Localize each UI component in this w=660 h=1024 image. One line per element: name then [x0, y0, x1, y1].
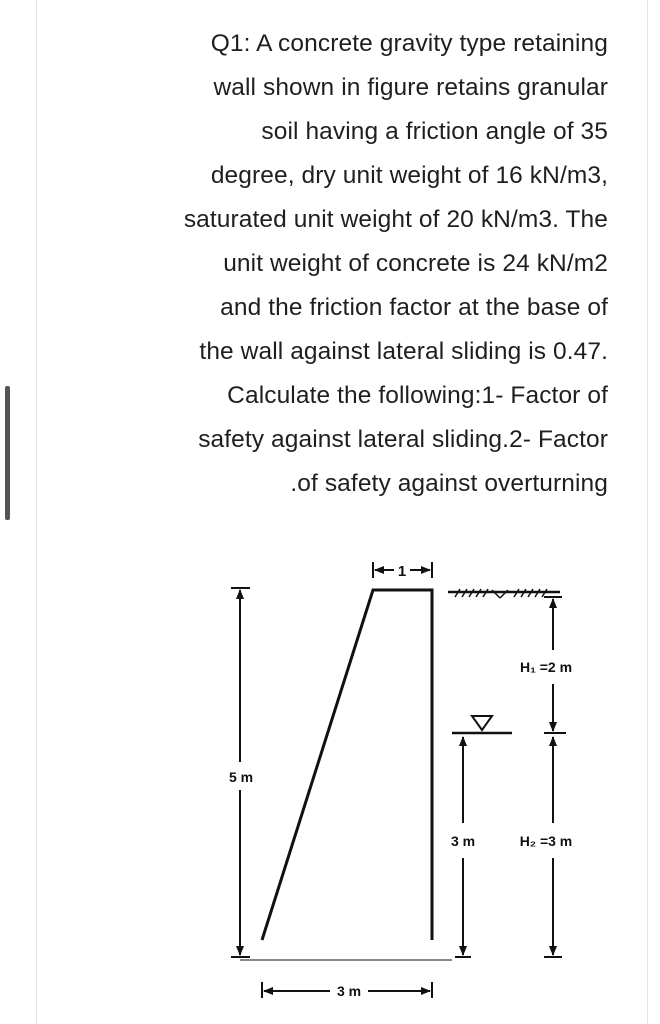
scrollbar-handle[interactable] — [5, 386, 10, 520]
h2-dimension — [520, 737, 573, 957]
base-width-label: 3 m — [336, 983, 362, 999]
question-text — [68, 22, 608, 506]
question-line: unit weight of concrete is 24 kN/m2 — [223, 250, 608, 277]
question-line: Q1: A concrete gravity type retaining — [210, 30, 608, 57]
question-line: .of safety against overturning — [290, 470, 608, 497]
h1-dimension — [520, 597, 572, 733]
h2-label: H₂ =3 m — [519, 833, 573, 849]
question-line: wall shown in figure retains granular — [213, 74, 608, 101]
question-line: soil having a friction angle of 35 — [261, 118, 608, 145]
question-line: degree, dry unit weight of 16 kN/m3, — [210, 162, 608, 189]
question-line: the wall against lateral sliding is 0.47. — [199, 338, 608, 365]
water-depth-label: 3 m — [450, 833, 476, 849]
retaining-wall-outline — [262, 590, 432, 940]
water-depth-dimension — [451, 737, 475, 957]
question-line: saturated unit weight of 20 kN/m3. The — [183, 206, 608, 233]
top-width-dimension — [373, 562, 432, 580]
retaining-wall-figure — [0, 540, 660, 1024]
question-line: Calculate the following:1- Factor of — [227, 382, 608, 409]
question-line: safety against lateral sliding.2- Factor — [198, 426, 608, 453]
h1-label: H₁ =2 m — [519, 659, 573, 675]
question-line: and the friction factor at the base of — [220, 294, 608, 321]
water-table-symbol — [452, 716, 512, 733]
wall-height-dimension — [229, 588, 253, 957]
base-width-dimension — [262, 982, 432, 999]
wall-height-label: 5 m — [228, 769, 254, 785]
backfill-surface — [448, 589, 560, 598]
top-width-label: 1 — [397, 563, 407, 580]
